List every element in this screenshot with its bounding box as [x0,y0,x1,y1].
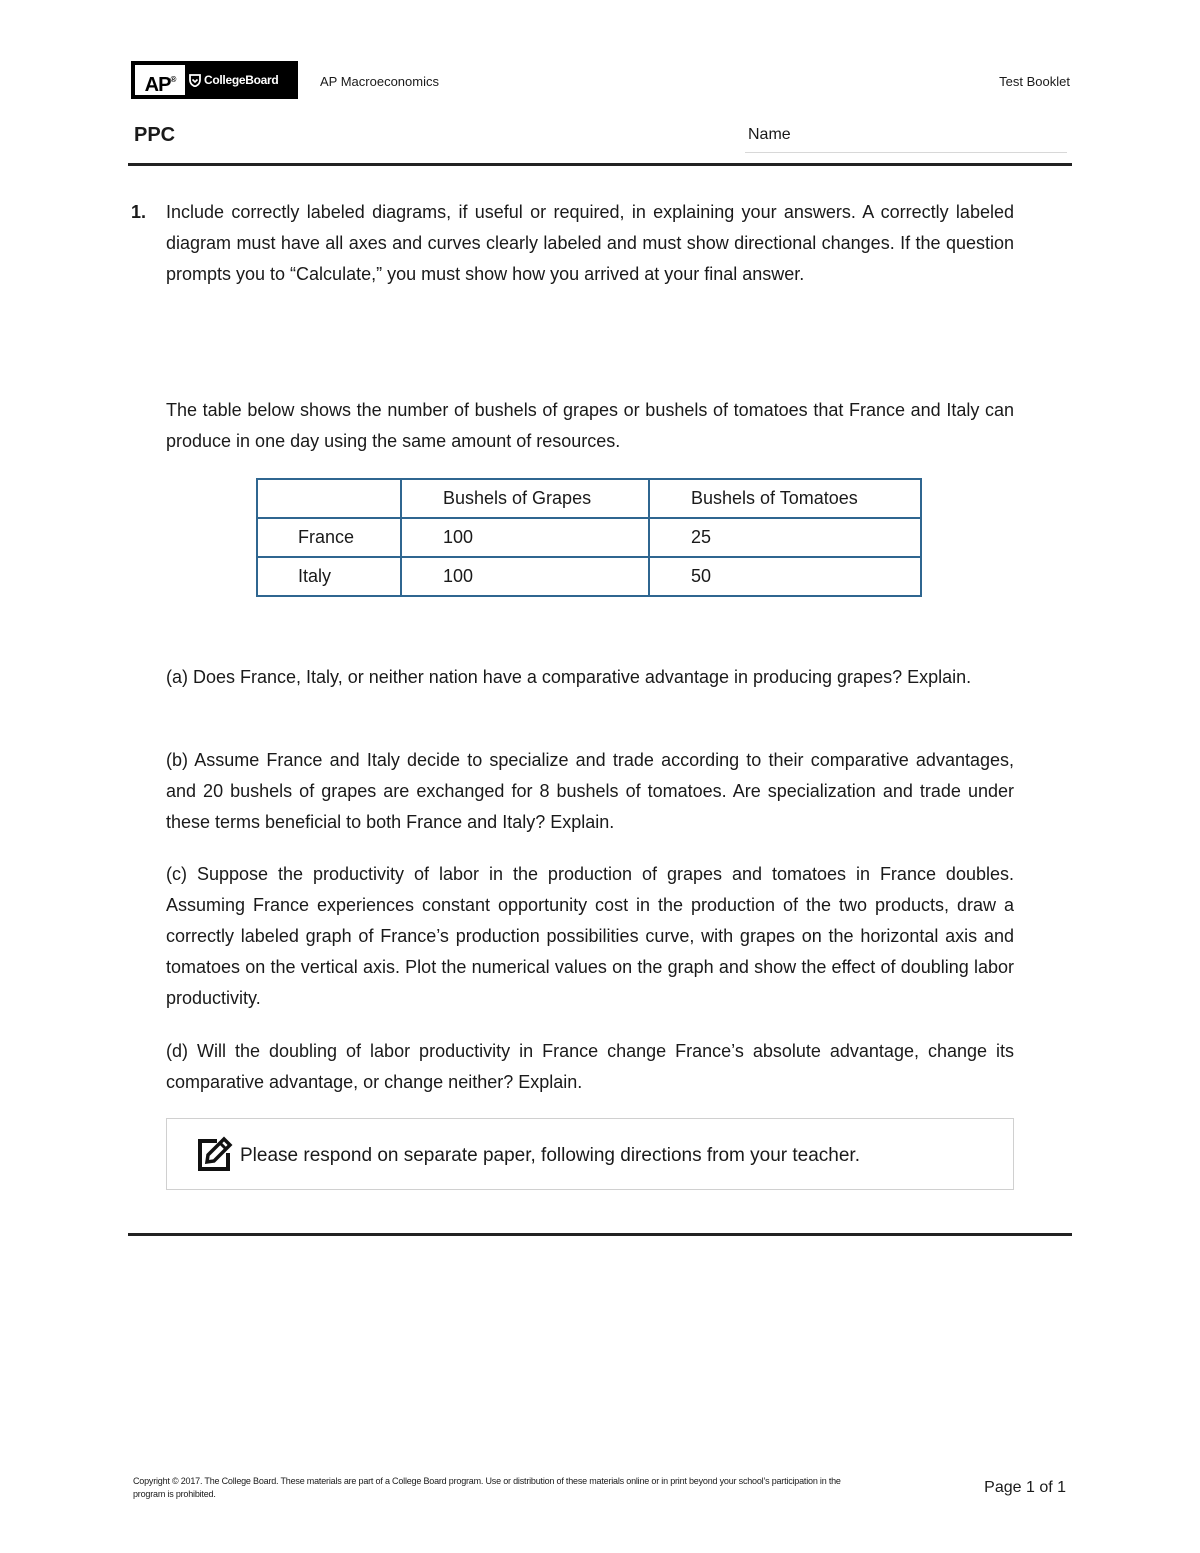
part-b: (b) Assume France and Italy decide to specialize and trade according to their comparative advantages, and 20 bushels of grapes are exchanged for 8 bushels of tomatoes. Are specialization and trade under these terms beneficial to both France and Italy? Explain. [166,750,1014,832]
question-instructions: Include correctly labeled diagrams, if useful or required, in explaining your answers. A correctly labeled diagram must have all axes and curves clearly labeled and must show directional changes. If the question prompts you to “Calculate,” you must show how you arrived at your final answer. [166,202,1014,284]
table-header-cell: Bushels of Tomatoes [649,479,921,518]
response-note-text: Please respond on separate paper, following directions from your teacher. [240,1145,860,1166]
table-cell: 25 [649,518,921,557]
table-row [257,518,921,557]
table-cell: Italy [257,557,401,596]
edit-icon [195,1136,233,1174]
ap-collegeboard-logo [131,61,298,99]
shield-icon [189,74,201,87]
part-a: (a) Does France, Italy, or neither nation have a comparative advantage in producing grapes? Explain. [166,667,972,687]
part-d: (d) Will the doubling of labor productivity in France change France’s absolute advantage, change its comparative advantage, or change neither? Explain. [166,1041,1014,1092]
header-divider [128,163,1072,166]
question-number: 1. [131,202,147,222]
table-cell: 100 [401,518,649,557]
collegeboard-logo: CollegeBoard [189,63,278,97]
name-label: Name [748,126,791,143]
production-table [256,478,922,597]
table-cell: 50 [649,557,921,596]
table-header-cell: Bushels of Grapes [401,479,649,518]
page-title: PPC [134,124,176,146]
name-field-line[interactable] [745,152,1067,153]
footer-divider [128,1233,1072,1236]
table-header-row [257,479,921,518]
response-note-box [166,1118,1014,1190]
table-cell: 100 [401,557,649,596]
copyright-notice: Copyright © 2017. The College Board. These materials are part of a College Board program. Use or distribution of these materials online or in print beyond your school’s participation in the program is prohibited. [133,1476,841,1499]
ap-logo: AP® [135,65,185,95]
table-intro: The table below shows the number of bushels of grapes or bushels of tomatoes that France and Italy can produce in one day using the same amount of resources. [166,400,1014,451]
table-row [257,557,921,596]
page-number: Page 1 of 1 [984,1479,1066,1496]
course-title: AP Macroeconomics [320,74,439,89]
table-header-cell [257,479,401,518]
booklet-label: Test Booklet [999,74,1070,89]
part-c: (c) Suppose the productivity of labor in the production of grapes and tomatoes in France doubles. Assuming France experiences constant opportunity cost in the production of the two products, draw a correctly labeled graph of France’s production possibilities curve, with grapes on the horizontal axis and tomatoes on the vertical axis. Plot the numerical values on the graph and show the effect of doubling labor productivity. [166,864,1014,1008]
table-cell: France [257,518,401,557]
